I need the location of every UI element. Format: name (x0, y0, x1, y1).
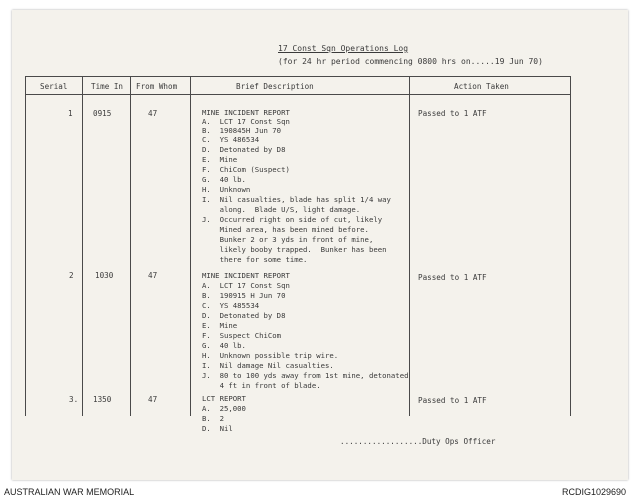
row3-desc-line: D. Nil (202, 424, 233, 433)
row1-desc-line: E. Mine (202, 155, 238, 164)
row1-desc-line: along. Blade U/S, light damage. (202, 205, 361, 214)
row1-desc-line: there for some time. (202, 255, 308, 264)
row2-desc-line: E. Mine (202, 321, 238, 330)
row1-desc-line: Mined area, has been mined before. (202, 225, 369, 234)
table-header-rule (25, 94, 570, 95)
row2-desc-line: 4 ft in front of blade. (202, 381, 321, 390)
row1-desc-line: H. Unknown (202, 185, 251, 194)
row2-desc-line: C. YS 485534 (202, 301, 260, 310)
row1-desc-line: F. ChiCom (Suspect) (202, 165, 290, 174)
row2-desc-line: D. Detonated by D8 (202, 311, 286, 320)
col-divider-3 (190, 76, 191, 416)
row2-desc-line: F. Suspect ChiCom (202, 331, 282, 340)
period-line (278, 58, 543, 66)
row1-time: 0915 (93, 109, 112, 118)
header-brief-description: Brief Description (236, 82, 314, 91)
row1-desc-line: MINE INCIDENT REPORT (202, 108, 290, 117)
row3-desc-line: LCT REPORT (202, 394, 246, 403)
row1-desc-line: D. Detonated by D8 (202, 145, 286, 154)
row1-desc-line: J. Occurred right on side of cut, likely (202, 215, 383, 224)
row1-from: 47 (148, 109, 158, 118)
col-divider-4 (409, 76, 410, 416)
row1-desc-line: Bunker 2 or 3 yds in front of mine, (202, 235, 374, 244)
row3-desc-line: A. 25,000 (202, 404, 246, 413)
row1-desc-line: B. 190845H Jun 70 (202, 126, 282, 135)
row2-action: Passed to 1 ATF (418, 273, 487, 282)
col-divider-0 (25, 76, 26, 416)
row2-desc-line: J. 80 to 100 yds away from 1st mine, detonated (202, 371, 409, 380)
period-dots: ..... (470, 57, 495, 66)
row2-desc-line: MINE INCIDENT REPORT (202, 271, 290, 280)
row1-desc-line: I. Nil casualties, blade has split 1/4 way (202, 195, 391, 204)
col-divider-5 (570, 76, 571, 416)
row1-desc-line: G. 40 lb. (202, 175, 246, 184)
row1-desc-line: C. YS 486534 (202, 135, 260, 144)
header-time-in: Time In (91, 82, 124, 91)
row1-serial: 1 (68, 109, 73, 118)
row2-from: 47 (148, 271, 158, 280)
row2-desc-line: I. Nil damage Nil casualties. (202, 361, 334, 370)
row3-action: Passed to 1 ATF (418, 396, 487, 405)
period-date: 19 Jun 70 (494, 57, 539, 66)
row3-desc-line: B. 2 (202, 414, 224, 423)
footer-institution: AUSTRALIAN WAR MEMORIAL (4, 487, 135, 497)
row3-time: 1350 (93, 395, 112, 404)
col-divider-2 (130, 76, 131, 416)
row2-desc-line: H. Unknown possible trip wire. (202, 351, 339, 360)
duty-ops-officer-line: ..................Duty Ops Officer (340, 437, 496, 446)
row2-time: 1030 (95, 271, 114, 280)
row1-desc-line: likely booby trapped. Bunker has been (202, 245, 387, 254)
table-top-rule (25, 76, 570, 77)
header-action-taken: Action Taken (454, 82, 509, 91)
row2-desc-line: A. LCT 17 Const Sqn (202, 281, 290, 290)
row2-desc-line: G. 40 lb. (202, 341, 246, 350)
header-from-whom: From Whom (136, 82, 178, 91)
row3-from: 47 (148, 395, 158, 404)
row1-desc-line: A. LCT 17 Const Sqn (202, 117, 290, 126)
row2-serial: 2 (69, 271, 74, 280)
row2-desc-line: B. 190915 H Jun 70 (202, 291, 286, 300)
col-divider-1 (82, 76, 83, 416)
row1-action: Passed to 1 ATF (418, 109, 487, 118)
header-serial: Serial (40, 82, 68, 91)
row3-serial: 3. (69, 395, 79, 404)
period-text: (for 24 hr period commencing 0800 hrs on (278, 57, 471, 66)
footer-record-id: RCDIG1029690 (562, 487, 627, 497)
period-close: ) (538, 57, 543, 66)
log-title: 17 Const Sqn Operations Log (278, 44, 409, 53)
